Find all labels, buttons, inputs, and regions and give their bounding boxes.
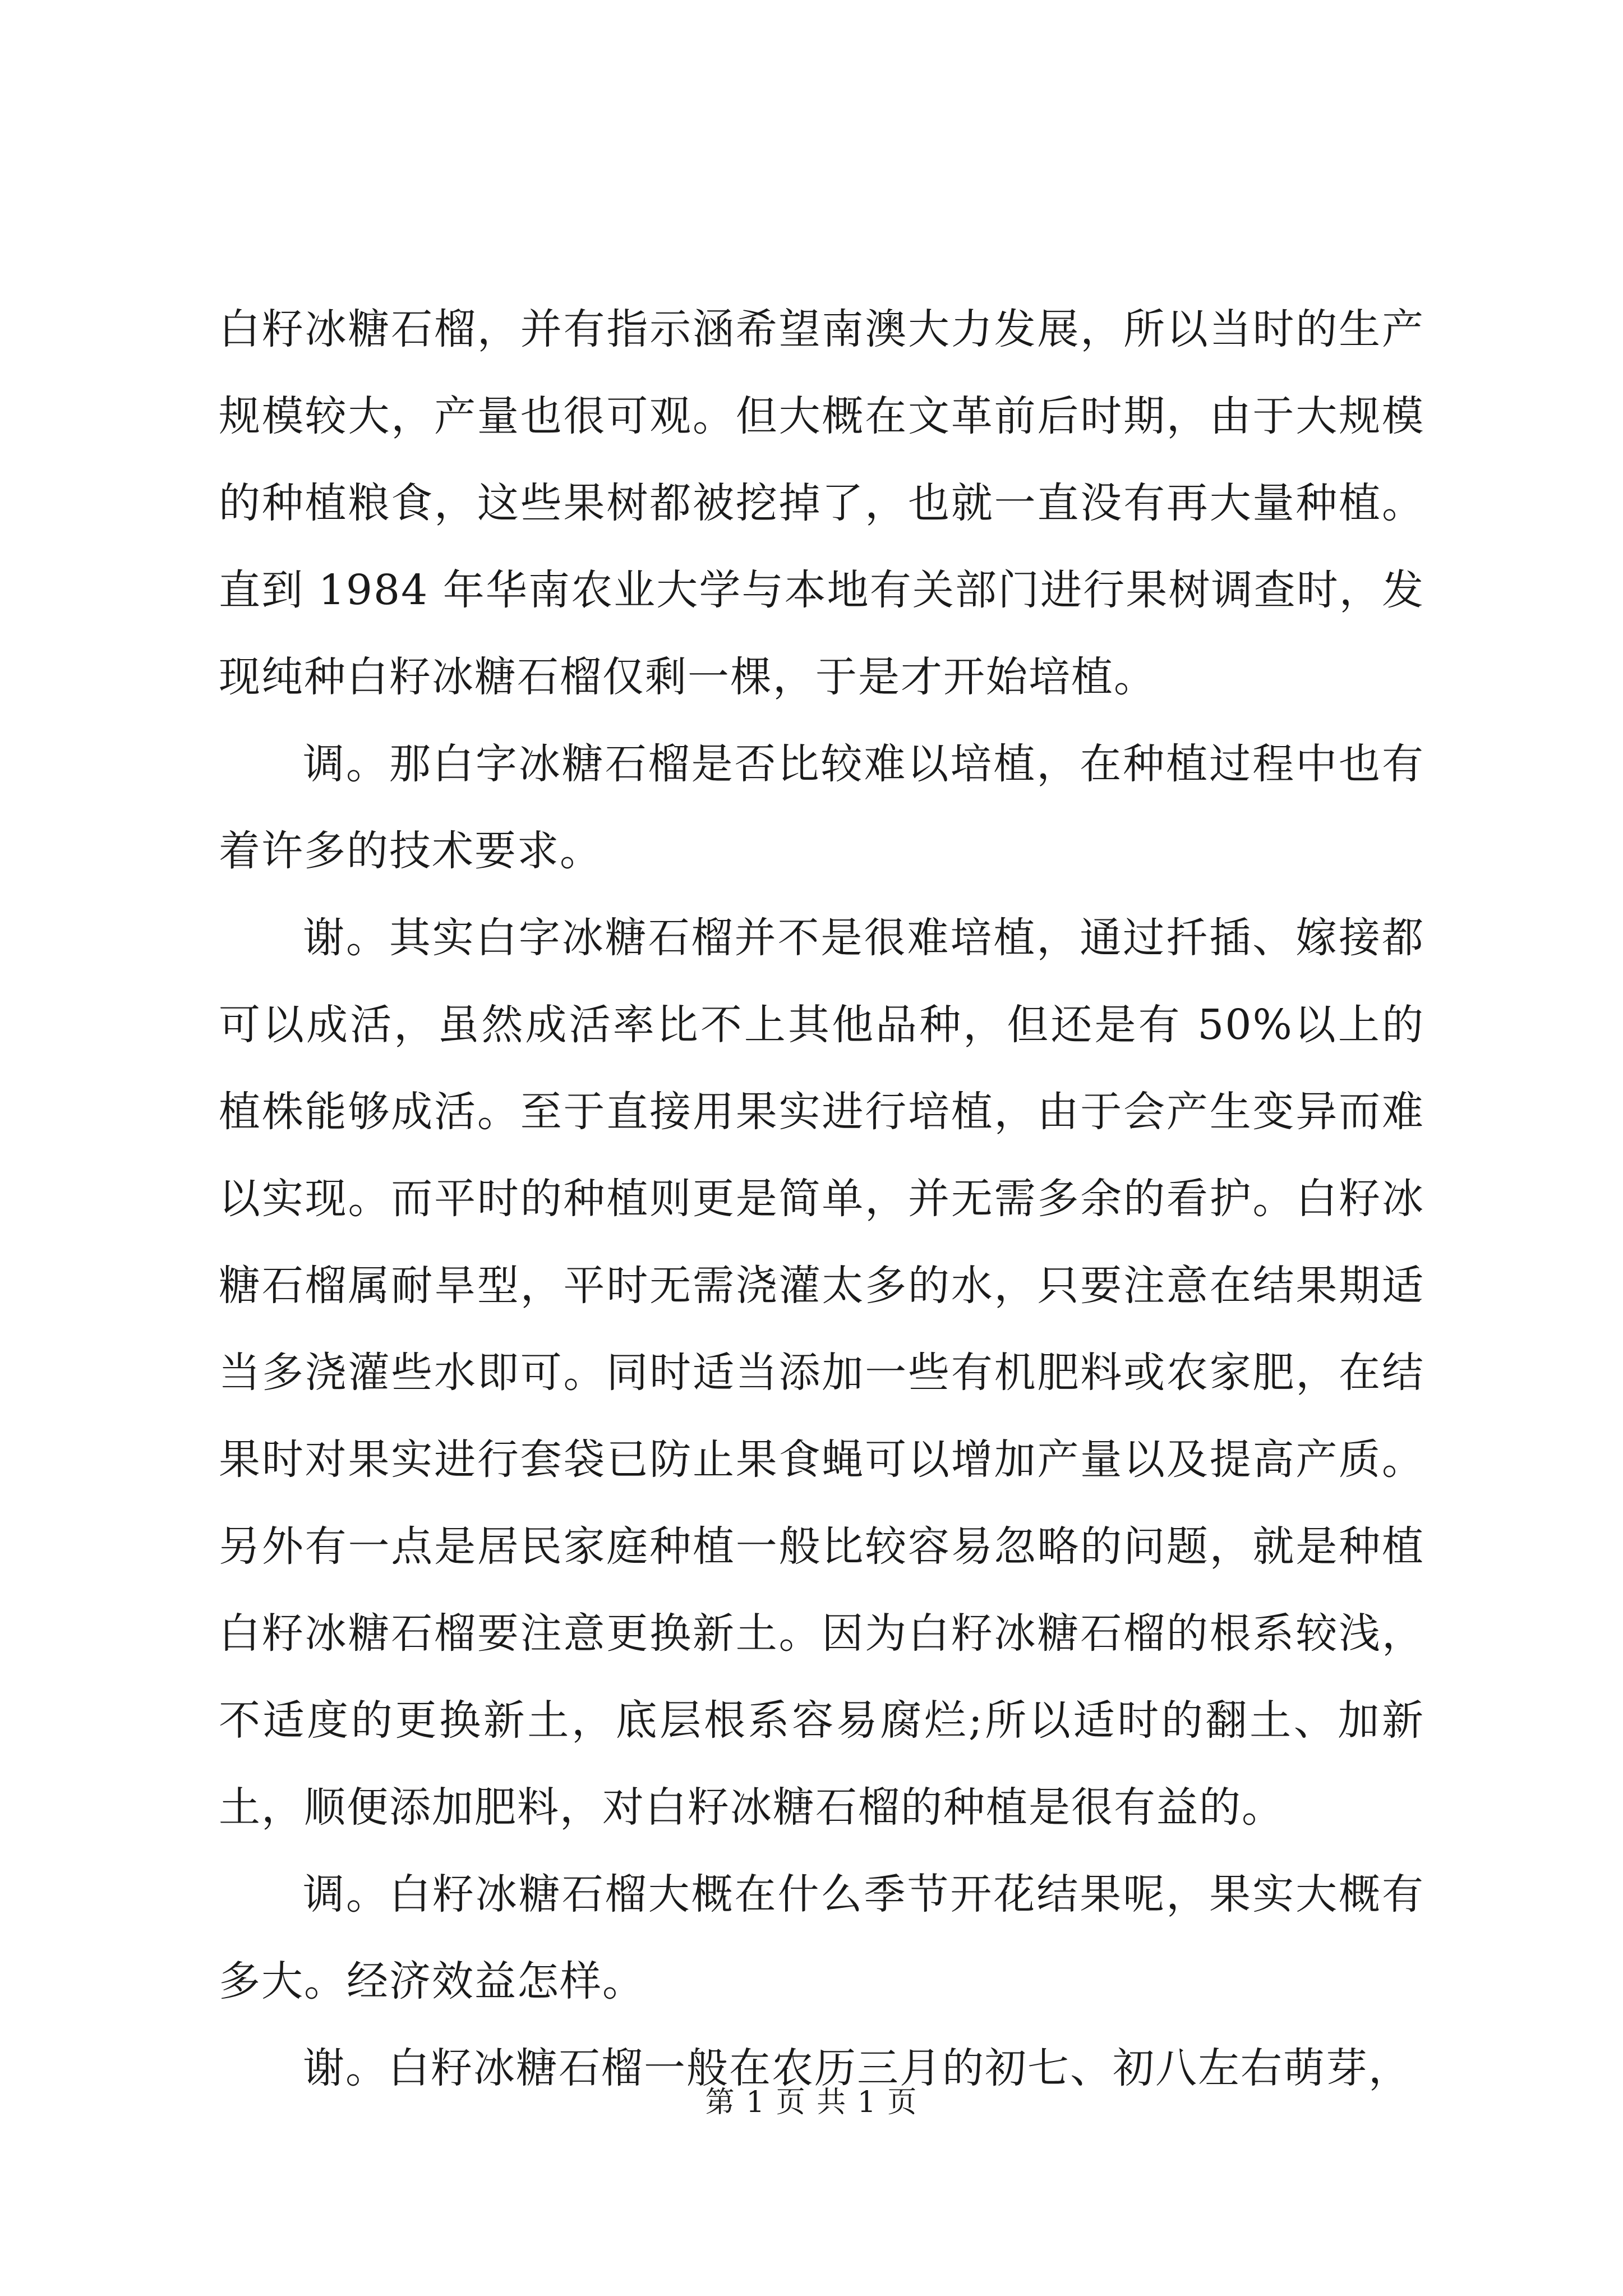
- paragraph-1: 白籽冰糖石榴，并有指示涵希望南澳大力发展，所以当时的生产规模较大，产量也很可观。但大概在文革前后时期，由于大规模的种植粮食，这些果树都被挖掉了，也就一直没有再大量种植。直到 1984 年华南农业大学与本地有关部门进行果树调查时，发现纯种白籽冰糖石榴仅剩一棵，于是才开始培植。: [219, 305, 1424, 701]
- page-footer: 第 1 页 共 1 页: [705, 2086, 918, 2119]
- paragraph-3: 谢。其实白字冰糖石榴并不是很难培植，通过扦插、嫁接都可以成活，虽然成活率比不上其他品种，但还是有 50%以上的植株能够成活。至于直接用果实进行培植，由于会产生变异而难以实现。而平时的种植则更是简单，并无需多余的看护。白籽冰糖石榴属耐旱型，平时无需浇灌太多的水，只要注意在结果期适当多浇灌些水即可。同时适当添加一些有机肥料或农家肥，在结果时对果实进行套袋已防止果食蝇可以增加产量以及提高产质。另外有一点是居民家庭种植一般比较容易忽略的问题，就是种植白籽冰糖石榴要注意更换新土。因为白籽冰糖石榴的根系较浅，不适度的更换新土，底层根系容易腐烂;所以适时的翻土、加新土，顺便添加肥料，对白籽冰糖石榴的种植是很有益的。: [219, 914, 1424, 1832]
- paragraph-5: 谢。白籽冰糖石榴一般在农历三月的初七、初八左右萌芽，: [303, 2044, 1411, 2092]
- paragraph-2: 调。那白字冰糖石榴是否比较难以培植，在种植过程中也有着许多的技术要求。: [219, 740, 1424, 875]
- document-body: [219, 286, 1424, 2112]
- paragraph-4: 调。白籽冰糖石榴大概在什么季节开花结果呢，果实大概有多大。经济效益怎样。: [219, 1870, 1424, 2005]
